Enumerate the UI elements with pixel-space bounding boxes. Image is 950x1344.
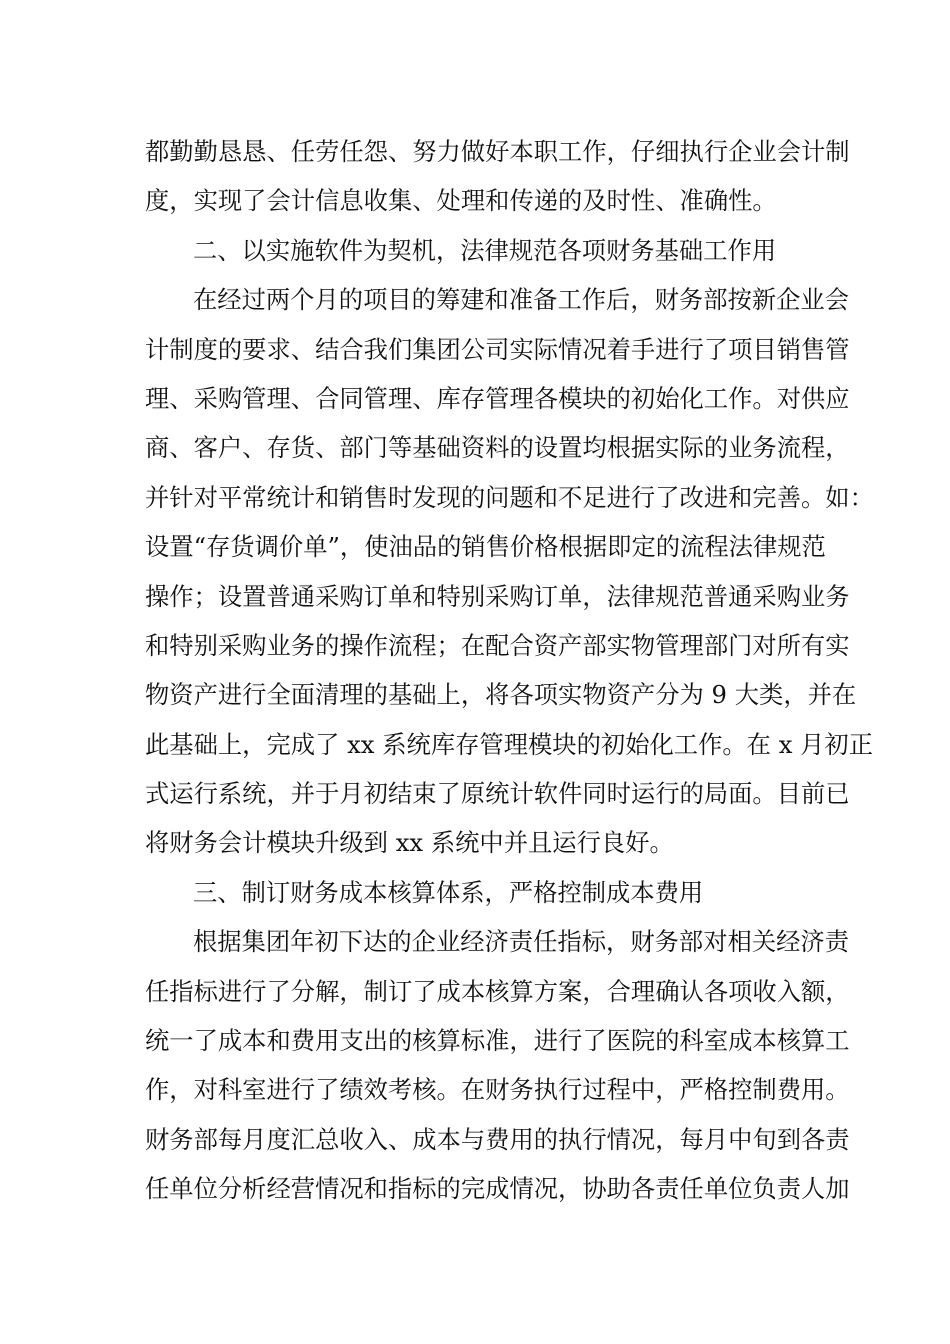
document-body (145, 127, 874, 1214)
text-line: 设置“存货调价单”，使油品的销售价格根据即定的流程法律规范 (145, 532, 826, 562)
text-line: 理、采购管理、合同管理、库存管理各模块的初始化工作。对供应 (145, 383, 850, 413)
text-line: 计制度的要求、结合我们集团公司实际情况着手进行了项目销售管 (145, 334, 850, 364)
text-line: 式运行系统，并于月初结束了原统计软件同时运行的局面。目前已 (145, 779, 850, 809)
paragraph-first-line: 三、制订财务成本核算体系，严格控制成本费用 (193, 877, 704, 907)
text-line: 并针对平常统计和销售时发现的问题和不足进行了改进和完善。如： (145, 482, 874, 512)
text-line: 财务部每月度汇总收入、成本与费用的执行情况，每月中旬到各责 (145, 1124, 850, 1154)
text-line: 将财务会计模块升级到 xx 系统中并且运行良好。 (145, 828, 674, 858)
text-line: 此基础上，完成了 xx 系统库存管理模块的初始化工作。在 x 月初正 (145, 729, 874, 759)
text-line: 商、客户、存货、部门等基础资料的设置均根据实际的业务流程， (145, 433, 850, 463)
paragraph-first-line: 二、以实施软件为契机，法律规范各项财务基础工作用 (193, 235, 777, 265)
text-line: 任单位分析经营情况和指标的完成情况，协助各责任单位负责人加 (145, 1174, 850, 1204)
text-line: 度，实现了会计信息收集、处理和传递的及时性、准确性。 (145, 186, 777, 216)
paragraph-first-line: 根据集团年初下达的企业经济责任指标，财务部对相关经济责 (193, 927, 850, 957)
text-line: 任指标进行了分解，制订了成本核算方案，合理确认各项收入额， (145, 976, 850, 1006)
text-line: 和特别采购业务的操作流程；在配合资产部实物管理部门对所有实 (145, 630, 850, 660)
text-line: 统一了成本和费用支出的核算标准，进行了医院的科室成本核算工 (145, 1026, 850, 1056)
paragraph-first-line: 在经过两个月的项目的筹建和准备工作后，财务部按新企业会 (193, 285, 850, 315)
text-line: 操作；设置普通采购订单和特别采购订单，法律规范普通采购业务 (145, 581, 850, 611)
text-line: 都勤勤恳恳、任劳任怨、努力做好本职工作，仔细执行企业会计制 (145, 137, 850, 166)
text-line: 物资产进行全面清理的基础上，将各项实物资产分为 9 大类，并在 (145, 680, 857, 710)
text-line: 作，对科室进行了绩效考核。在财务执行过程中，严格控制费用。 (145, 1075, 850, 1105)
